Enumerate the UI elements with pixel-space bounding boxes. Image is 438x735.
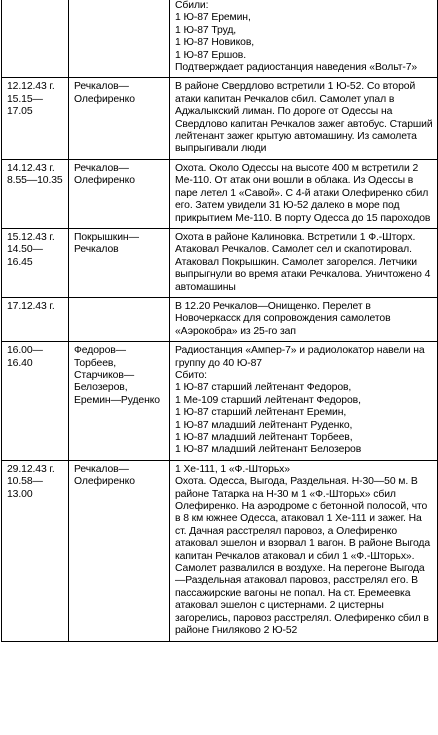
notes-cell: В 12.20 Речкалов—Онищенко. Перелет в Новочеркасск для сопровождения самолетов «Аэрокобра» из 25-го зап [170,297,438,341]
date-cell: 14.12.43 г. 8.55—10.35 [2,159,69,228]
table-row [2,0,438,78]
combat-log-table [1,0,438,642]
table-row [2,159,438,228]
combat-log-body [2,0,438,641]
table-row [2,342,438,461]
pilots-cell: Речкалов— Олефиренко [69,460,170,641]
table-row [2,228,438,297]
date-cell: 17.12.43 г. [2,297,69,341]
pilots-cell: Речкалов— Олефиренко [69,78,170,159]
table-row [2,460,438,641]
notes-cell: Сбили: 1 Ю-87 Еремин, 1 Ю-87 Труд, 1 Ю-87 Новиков, 1 Ю-87 Ершов. Подтверждает радиостанция наведения «Вольт-7» [170,0,438,78]
pilots-cell [69,0,170,78]
table-row [2,78,438,159]
date-cell: 16.00— 16.40 [2,342,69,461]
notes-cell: 1 Хе-111, 1 «Ф.-Шторьх» Охота. Одесса, Выгода, Раздельная. Н-30—50 м. В районе Татарка на Н-30 м 1 «Ф.-Шторьх» сбил Олефиренко. На аэродроме с бетонной полосой, что в 8 км южнее Одесса, атаковал 1 Хе-111 и зажег. На ст. Дачная расстрелял паровоз, а Олефиренко атаковал эшелон и взорвал 1 вагон. В районе Выгода капитан Речкалов атаковал и сбил 1 «Ф.-Шторьх». Самолет развалился в воздухе. На перегоне Выгода—Раздельная атаковал паровоз, расстрелял его. В пассажирские вагоны не попал. На ст. Еремеевка атаковал эшелон с цистернами. 2 цистерны загорелись, паровоз расстрелял. Олефиренко сбил в районе Гниляково 2 Ю-52 [170,460,438,641]
pilots-cell [69,297,170,341]
date-cell: 12.12.43 г. 15.15— 17.05 [2,78,69,159]
date-cell: 15.12.43 г. 14.50— 16.45 [2,228,69,297]
table-row [2,297,438,341]
date-cell [2,0,69,78]
pilots-cell: Федоров—Торбеев, Старчиков—Белозеров, Еремин—Руденко [69,342,170,461]
pilots-cell: Речкалов— Олефиренко [69,159,170,228]
notes-cell: В районе Свердлово встретили 1 Ю-52. Со второй атаки капитан Речкалов сбил. Самолет упал в Аджалыкский лиман. По дороге от Одессы на Свердлово капитан Речкалов зажег автобус. Старший лейтенант зажег крытую автомашину. Из самолета выпрыгивали люди [170,78,438,159]
notes-cell: Охота. Около Одессы на высоте 400 м встретили 2 Ме-110. От атак они вошли в облака. Из Одессы в паре летел 1 «Савой». С 4-й атаки Олефиренко сбил его. Затем увидели 31 Ю-52 далеко в море под прикрытием Ме-110. В порту Одесса до 15 пароходов [170,159,438,228]
notes-cell: Радиостанция «Ампер-7» и радиолокатор навели на группу до 40 Ю-87 Сбито: 1 Ю-87 старший лейтенант Федоров, 1 Ме-109 старший лейтенант Федоров, 1 Ю-87 старший лейтенант Еремин, 1 Ю-87 младший лейтенант Руденко, 1 Ю-87 младший лейтенант Торбеев, 1 Ю-87 младший лейтенант Белозеров [170,342,438,461]
date-cell: 29.12.43 г. 10.58— 13.00 [2,460,69,641]
notes-cell: Охота в районе Калиновка. Встретили 1 Ф.-Шторх. Атаковал Речкалов. Самолет сел и скапотировал. Атаковал Покрышкин. Самолет загорелся. Летчики выпрыгнули во время атаки Речкалова. Уничтожено 4 автомашины [170,228,438,297]
pilots-cell: Покрышкин— Речкалов [69,228,170,297]
